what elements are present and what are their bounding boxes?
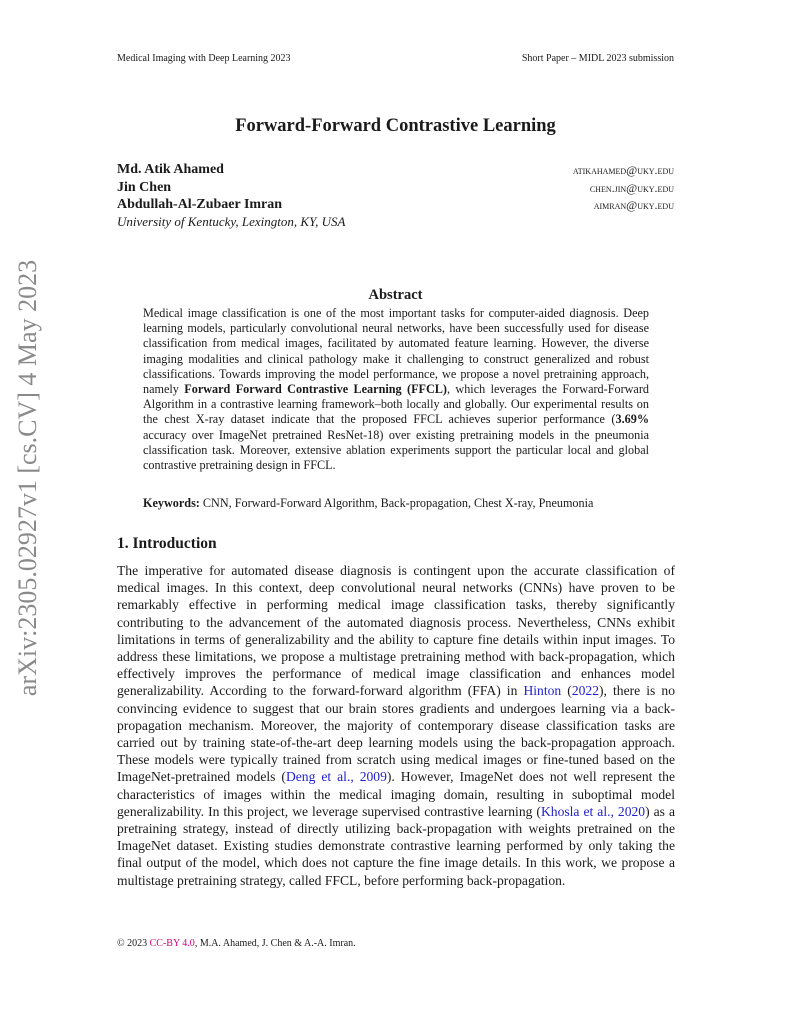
author-name: Abdullah-Al-Zubaer Imran xyxy=(117,197,283,212)
keywords-label: Keywords: xyxy=(143,496,200,510)
copyright-prefix: © 2023 xyxy=(117,938,150,949)
keywords-list: CNN, Forward-Forward Algorithm, Back-propagation, Chest X-ray, Pneumonia xyxy=(199,496,594,510)
affiliation: University of Kentucky, Lexington, KY, USA xyxy=(117,214,346,229)
abstract-heading: Abstract xyxy=(368,287,423,303)
introduction-body xyxy=(117,562,675,889)
arxiv-identifier xyxy=(8,259,48,697)
running-header-right: Short Paper – MIDL 2023 submission xyxy=(521,53,674,64)
abstract-body xyxy=(143,306,649,473)
intro-text: ) as a pretraining strategy, instead of directly utilizing back-propagation with weights pretrained on the ImageNet dataset. Existing studies demonstrate contrastive learning performed by only taking the final output of the model, which does not capture the fine image details. In this work, we propose a multistage pretraining strategy, called FFCL, before performing back-propagation. xyxy=(117,803,675,888)
author-row xyxy=(117,180,674,197)
copyright-suffix: , M.A. Ahamed, J. Chen & A.-A. Imran. xyxy=(194,938,356,949)
intro-text: ), there is no convincing evidence to suggest that our brain stores gradients and undergoes learning via a back-propagation mechanism. Moreover, the majority of contemporary disease classification tasks are carried out by training state-of-the-art deep learning models using the back-propagation approach. These models were typically trained from scratch using medical images or fine-tuned based on the ImageNet-pretrained models ( xyxy=(117,683,675,785)
abstract-text: Medical image classification is one of the most important tasks for computer-aided diagnosis. Deep learning models, particularly convolutional neural networks, have been successfully used for disease classification from medical images, facilitated by automated feature learning. However, the diverse imaging modalities and clinical pathology make it challenging to construct generalized and robust classifications. Towards improving the model performance, we propose a novel pretraining approach, namely xyxy=(143,306,649,397)
intro-text: The imperative for automated disease diagnosis is contingent upon the accurate classification of medical images. In this context, deep convolutional neural networks (CNNs) have proven to be remarkably effective in performing medical image classification tasks, thereby significantly contributing to the advancement of the automated diagnosis process. Nevertheless, CNNs exhibit limitations in terms of generalizability and the ability to capture fine details within input images. To address these limitations, we propose a multistage pretraining method with back-propagation, which effectively improves the performance of medical image classification and enhances model generalizability. According to the forward-forward algorithm (FFA) in xyxy=(117,563,675,699)
author-email[interactable]: chen.jin@uky.edu xyxy=(589,181,674,195)
license-link[interactable]: CC-BY 4.0 xyxy=(149,938,195,949)
author-email[interactable]: atikahamed@uky.edu xyxy=(572,163,674,177)
author-row xyxy=(117,162,674,179)
section-heading: 1. Introduction xyxy=(117,535,217,552)
copyright-footer xyxy=(117,938,356,949)
running-header-left: Medical Imaging with Deep Learning 2023 xyxy=(117,53,291,64)
author-name: Md. Atik Ahamed xyxy=(117,162,224,177)
method-name: Forward Forward Contrastive Learning (FFCL) xyxy=(184,382,447,397)
accuracy-gain: 3.69% xyxy=(615,412,649,427)
abstract-text: , which leverages the Forward-Forward Algorithm in a contrastive learning framework–both locally and globally. Our experimental results on the chest X-ray dataset indicate that the proposed FFCL achieves superior performance ( xyxy=(143,382,649,427)
author-row xyxy=(117,197,674,214)
paper-title: Forward-Forward Contrastive Learning xyxy=(235,116,556,136)
abstract-text: accuracy over ImageNet pretrained ResNet-18) over existing pretraining models in the pneumonia classification task. Moreover, extensive ablation experiments support the particular local and global contrastive pretraining design in FFCL. xyxy=(143,427,649,473)
citation-link[interactable]: Deng et al., 2009 xyxy=(285,769,387,785)
citation-link[interactable]: Khosla et al., 2020 xyxy=(540,803,646,819)
arxiv-id-text: arXiv:2305.02927v1 [cs.CV] 4 May 2023 xyxy=(13,259,42,697)
intro-text: ). However, ImageNet does not well represent the characteristics of images within the medical imaging domain, resulting in suboptimal model generalizability. In this project, we leverage supervised contrastive learning ( xyxy=(117,769,675,819)
keywords xyxy=(143,496,663,511)
author-email[interactable]: aimran@uky.edu xyxy=(593,198,674,212)
author-name: Jin Chen xyxy=(117,180,172,195)
citation-link[interactable]: Hinton xyxy=(523,683,562,699)
citation-year-link[interactable]: 2022 xyxy=(571,683,600,699)
intro-text: ( xyxy=(561,683,572,699)
